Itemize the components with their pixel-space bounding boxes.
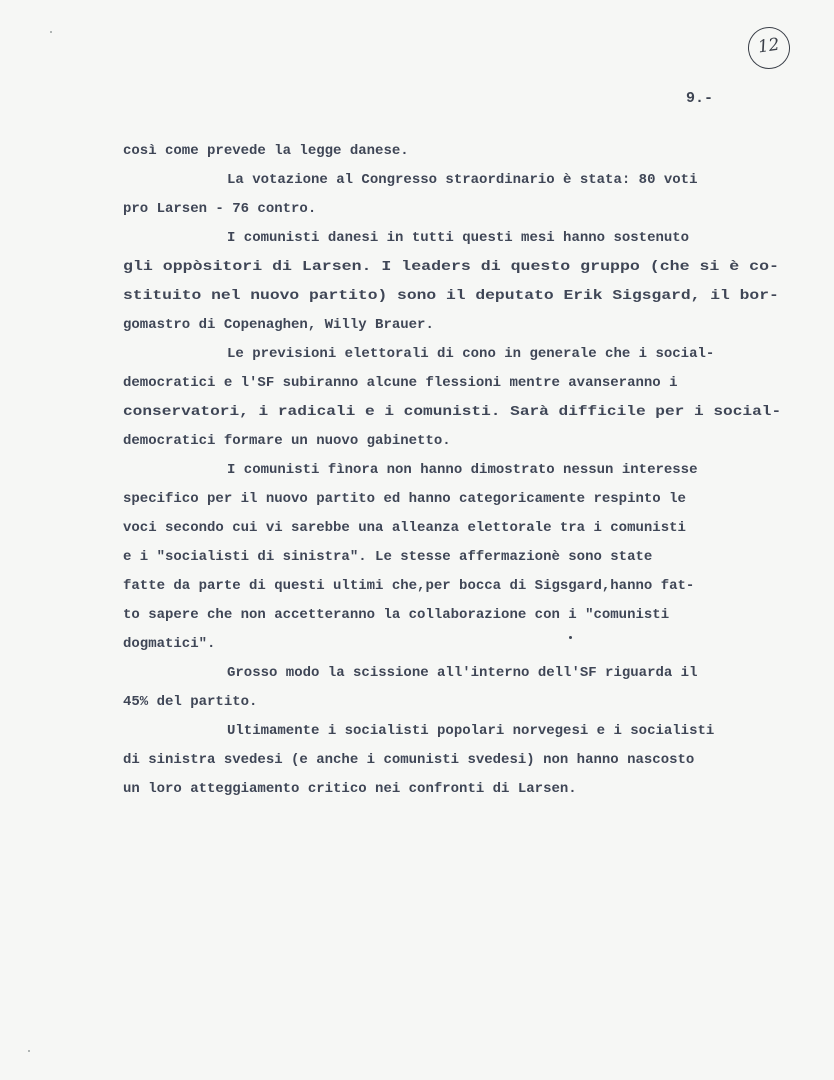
text-line: pro Larsen - 76 contro. [123, 201, 317, 217]
text-line: Le previsioni elettorali di cono in generale che i social- [227, 346, 715, 362]
text-line: fatte da parte di questi ultimi che,per bocca di Sigsgard,hanno fat- [123, 578, 695, 594]
text-line: di sinistra svedesi (e anche i comunisti svedesi) non hanno nascosto [123, 752, 695, 768]
text-line: La votazione al Congresso straordinario è stata: 80 voti [227, 172, 698, 188]
text-line: democratici formare un nuovo gabinetto. [123, 433, 451, 449]
text-line: gomastro di Copenaghen, Willy Brauer. [123, 317, 434, 333]
text-line: I comunisti fìnora non hanno dimostrato nessun interesse [227, 462, 698, 478]
text-line: 45% del partito. [123, 694, 258, 710]
folio-number: 12 [756, 34, 781, 58]
text-line: un loro atteggiamento critico nei confronti di Larsen. [123, 781, 577, 797]
text-line: I comunisti danesi in tutti questi mesi hanno sostenuto [227, 230, 690, 246]
text-line: to sapere che non accetteranno la collaborazione con i "comunisti [123, 607, 670, 623]
text-line: democratici e l'SF subiranno alcune flessioni mentre avanseranno i [123, 375, 678, 391]
folio-stamp [745, 24, 792, 71]
text-line: conservatori, i radicali e i comunisti. Sarà difficile per i social- [123, 404, 782, 420]
text-line: così come prevede la legge danese. [123, 143, 409, 159]
text-line: specifico per il nuovo partito ed hanno categoricamente respinto le [123, 491, 686, 507]
stray-ink-dot [569, 636, 572, 639]
text-line: Grosso modo la scissione all'interno dell'SF riguarda il [227, 665, 698, 681]
text-line: dogmatici". [123, 636, 216, 652]
paper-speck [50, 31, 52, 33]
text-line: Ultimamente i socialisti popolari norvegesi e i socialisti [227, 723, 715, 739]
text-line: gli oppòsitori di Larsen. I leaders di questo gruppo (che si è co- [123, 259, 779, 275]
text-line: e i "socialisti di sinistra". Le stesse affermazionè sono state [123, 549, 653, 565]
text-line: voci secondo cui vi sarebbe una alleanza elettorale tra i comunisti [123, 520, 686, 536]
page-number: 9.- [686, 90, 714, 107]
paper-speck [28, 1050, 30, 1052]
text-line: stituito nel nuovo partito) sono il deputato Erik Sigsgard, il bor- [123, 288, 779, 304]
